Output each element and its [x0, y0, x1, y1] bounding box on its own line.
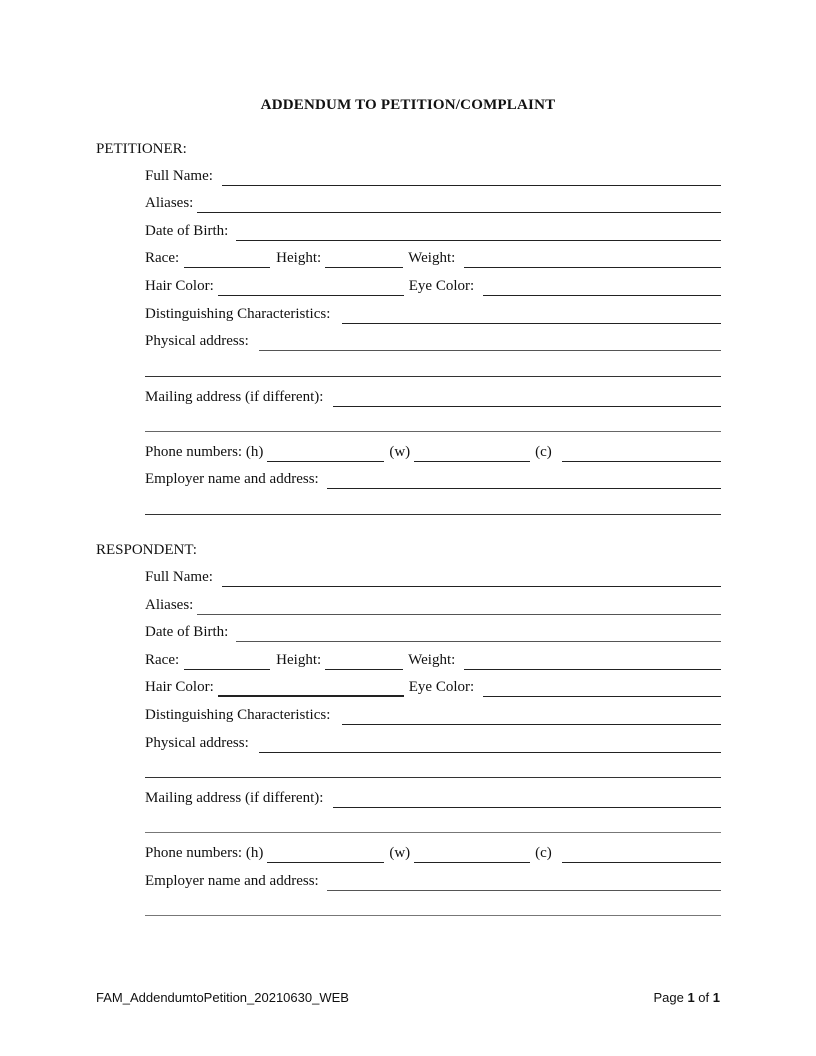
- respondent-full-name-field[interactable]: [222, 571, 721, 587]
- petitioner-mailing-line-2[interactable]: [145, 430, 721, 432]
- petitioner-phone-row: [145, 442, 721, 462]
- eye-color-label: Eye Color:: [408, 679, 475, 695]
- respondent-phone-w-field[interactable]: [414, 847, 530, 863]
- page-word: Page: [653, 990, 684, 1005]
- respondent-dob-row: [145, 622, 721, 642]
- petitioner-physical-field[interactable]: [259, 335, 721, 351]
- footer-page-number: [653, 990, 720, 1005]
- petitioner-employer-line-2[interactable]: [145, 513, 721, 515]
- respondent-phone-row: [145, 843, 721, 863]
- respondent-race-field[interactable]: [184, 654, 270, 670]
- phone-h-label: Phone numbers: (h): [145, 444, 264, 460]
- petitioner-mailing-field[interactable]: [333, 391, 721, 407]
- mailing-address-label: Mailing address (if different):: [145, 389, 324, 405]
- petitioner-full-name-field[interactable]: [222, 170, 721, 186]
- document-title: ADDENDUM TO PETITION/COMPLAINT: [260, 97, 556, 113]
- respondent-physical-line-2[interactable]: [145, 776, 721, 778]
- full-name-label: Full Name:: [145, 168, 213, 184]
- mailing-address-label: Mailing address (if different):: [145, 790, 324, 806]
- aliases-label: Aliases:: [145, 195, 194, 211]
- respondent-weight-field[interactable]: [464, 654, 721, 670]
- hair-color-label: Hair Color:: [145, 278, 214, 294]
- height-label: Height:: [276, 652, 322, 668]
- phone-c-label: (c): [535, 845, 552, 861]
- petitioner-hair-field[interactable]: [218, 280, 404, 296]
- petitioner-height-field[interactable]: [325, 252, 403, 268]
- phone-h-label: Phone numbers: (h): [145, 845, 264, 861]
- respondent-height-field[interactable]: [325, 654, 403, 670]
- petitioner-distinguishing-field[interactable]: [342, 308, 721, 324]
- petitioner-phone-h-field[interactable]: [267, 446, 384, 462]
- weight-label: Weight:: [408, 652, 456, 668]
- respondent-distinguishing-row: [145, 705, 721, 725]
- respondent-employer-field[interactable]: [327, 875, 721, 891]
- respondent-race-row: [145, 650, 721, 670]
- respondent-hair-field[interactable]: [218, 680, 404, 697]
- phone-w-label: (w): [389, 444, 411, 460]
- respondent-mailing-field[interactable]: [333, 792, 721, 808]
- petitioner-aliases-row: [145, 193, 721, 213]
- petitioner-race-field[interactable]: [184, 252, 270, 268]
- race-label: Race:: [145, 652, 180, 668]
- footer-filename: FAM_AddendumtoPetition_20210630_WEB: [96, 990, 349, 1005]
- petitioner-eye-field[interactable]: [483, 280, 721, 296]
- distinguishing-label: Distinguishing Characteristics:: [145, 707, 331, 723]
- respondent-heading: RESPONDENT:: [96, 542, 197, 558]
- respondent-physical-row: [145, 733, 721, 753]
- phone-w-label: (w): [389, 845, 411, 861]
- employer-label: Employer name and address:: [145, 873, 319, 889]
- petitioner-physical-line-2[interactable]: [145, 375, 721, 377]
- employer-label: Employer name and address:: [145, 471, 319, 487]
- respondent-phone-h-field[interactable]: [267, 847, 384, 863]
- respondent-mailing-line-2[interactable]: [145, 831, 721, 833]
- respondent-distinguishing-field[interactable]: [342, 709, 721, 725]
- respondent-hair-row: [145, 677, 721, 697]
- petitioner-hair-row: [145, 276, 721, 296]
- petitioner-dob-field[interactable]: [236, 225, 721, 241]
- page-total: 1: [712, 990, 720, 1005]
- weight-label: Weight:: [408, 250, 456, 266]
- respondent-phone-c-field[interactable]: [562, 847, 721, 863]
- petitioner-dob-row: [145, 221, 721, 241]
- respondent-eye-field[interactable]: [483, 681, 721, 697]
- height-label: Height:: [276, 250, 322, 266]
- petitioner-employer-row: [145, 469, 721, 489]
- petitioner-heading: PETITIONER:: [96, 141, 187, 157]
- petitioner-phone-c-field[interactable]: [562, 446, 721, 462]
- race-label: Race:: [145, 250, 180, 266]
- petitioner-race-row: [145, 248, 721, 268]
- respondent-employer-line-2[interactable]: [145, 914, 721, 916]
- respondent-full-name-row: [145, 567, 721, 587]
- physical-address-label: Physical address:: [145, 333, 249, 349]
- hair-color-label: Hair Color:: [145, 679, 214, 695]
- petitioner-distinguishing-row: [145, 304, 721, 324]
- petitioner-phone-w-field[interactable]: [414, 446, 530, 462]
- respondent-employer-row: [145, 871, 721, 891]
- dob-label: Date of Birth:: [145, 223, 229, 239]
- petitioner-aliases-field[interactable]: [197, 197, 721, 213]
- petitioner-physical-row: [145, 331, 721, 351]
- physical-address-label: Physical address:: [145, 735, 249, 751]
- page-current: 1: [687, 990, 695, 1005]
- petitioner-employer-field[interactable]: [327, 473, 721, 489]
- dob-label: Date of Birth:: [145, 624, 229, 640]
- respondent-mailing-row: [145, 788, 721, 808]
- of-word: of: [698, 990, 710, 1005]
- respondent-physical-field[interactable]: [259, 737, 721, 753]
- distinguishing-label: Distinguishing Characteristics:: [145, 306, 331, 322]
- respondent-aliases-field[interactable]: [197, 599, 721, 615]
- petitioner-weight-field[interactable]: [464, 252, 721, 268]
- phone-c-label: (c): [535, 444, 552, 460]
- respondent-dob-field[interactable]: [236, 626, 721, 642]
- petitioner-mailing-row: [145, 387, 721, 407]
- respondent-aliases-row: [145, 595, 721, 615]
- full-name-label: Full Name:: [145, 569, 213, 585]
- eye-color-label: Eye Color:: [408, 278, 475, 294]
- petitioner-full-name-row: [145, 166, 721, 186]
- aliases-label: Aliases:: [145, 597, 194, 613]
